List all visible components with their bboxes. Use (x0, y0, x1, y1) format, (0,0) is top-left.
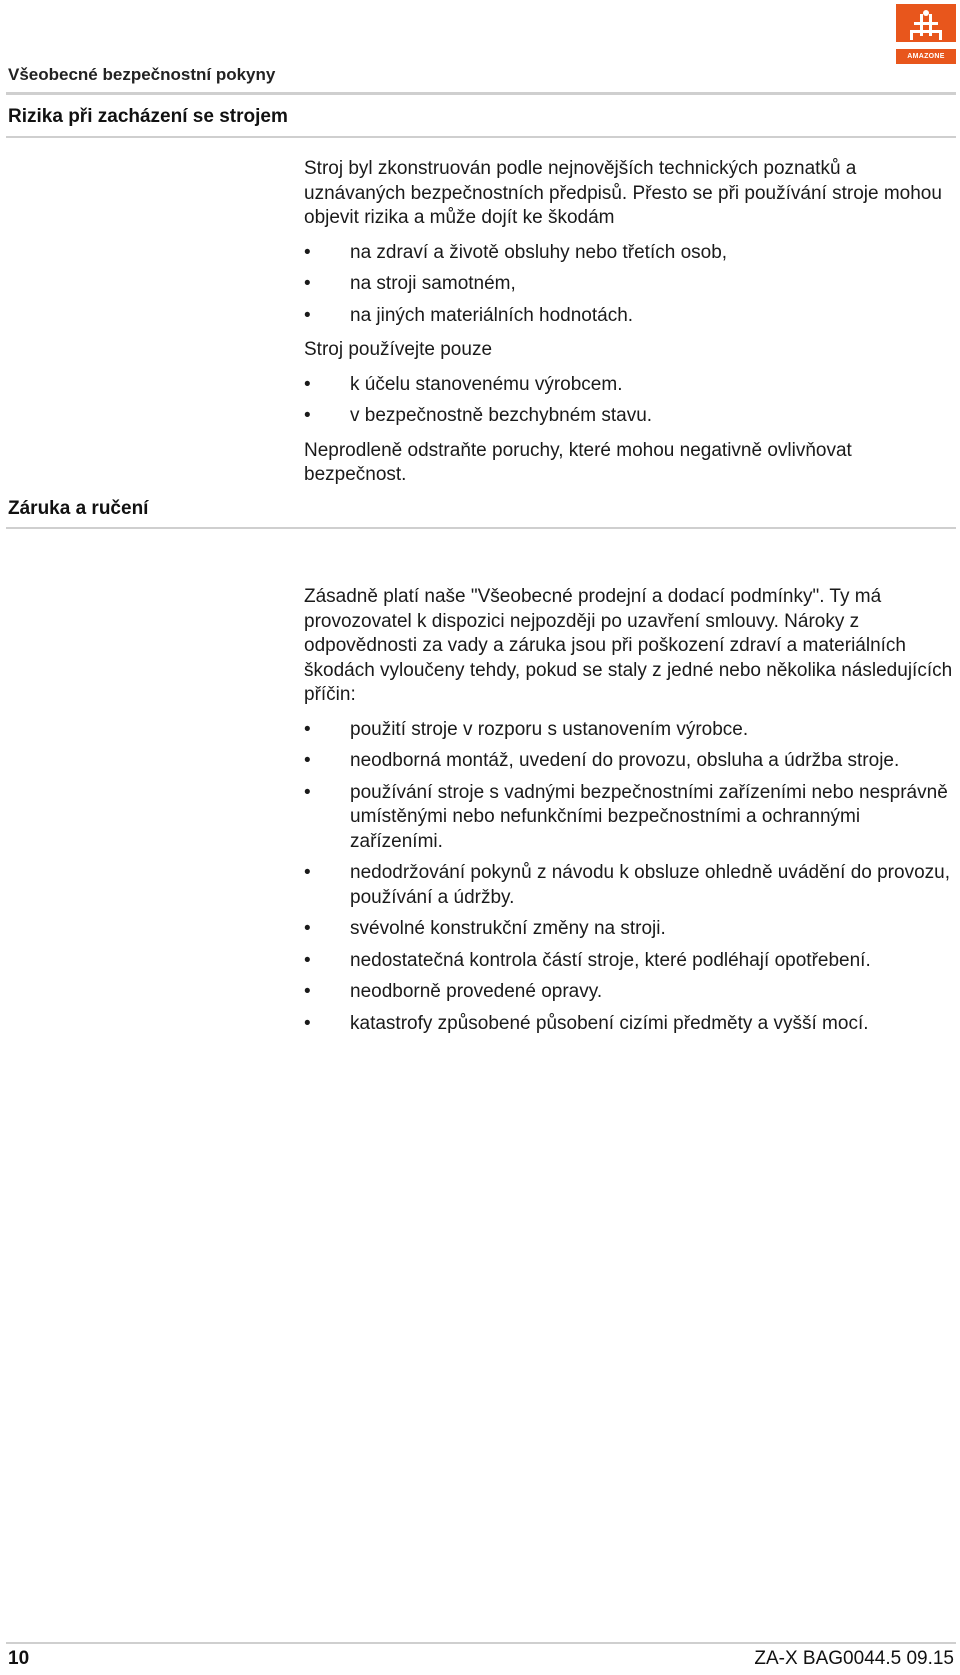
section-body-warranty (304, 585, 956, 1046)
risks-list (304, 241, 956, 329)
risks-intro: Stroj byl zkonstruován podle nejnovějších technických poznatků a uznávaných bezpečnostních předpisů. Přesto se při používání stroje mohou objevit rizika a může dojít ke škodám (304, 158, 942, 228)
list-item: • na jiných materiálních hodnotách. (304, 304, 956, 329)
list-item: • v bezpečnostně bezchybném stavu. (304, 404, 956, 429)
section-heading-risks: Rizika při zacházení se strojem (8, 106, 288, 127)
section-body-risks (304, 157, 956, 498)
section-rule-warranty (6, 527, 956, 529)
list-item: • katastrofy způsobené působení cizími předměty a vyšší mocí. (304, 1012, 956, 1037)
list-item: • nedodržování pokynů z návodu k obsluze ohledně uvádění do provozu, používání a údržby. (304, 861, 956, 910)
logo-band (896, 42, 956, 49)
list-item: • používání stroje s vadnými bezpečnostními zařízeními nebo nesprávně umístěnými nebo nefunkčními bezpečnostními a ochrannými zařízeními. (304, 781, 956, 855)
list-item: • neodborně provedené opravy. (304, 980, 956, 1005)
section-heading-warranty: Záruka a ručení (8, 498, 149, 519)
use-list (304, 373, 956, 429)
list-item: • na stroji samotném, (304, 272, 956, 297)
use-intro: Stroj používejte pouze (304, 339, 493, 360)
amazone-logo (896, 4, 956, 64)
section-rule-risks (6, 136, 956, 138)
warranty-intro: Zásadně platí naše "Všeobecné prodejní a dodací podmínky". Ty má provozovatel k dispozici nejpozději po uzavření smlouvy. Nároky z odpovědnosti za vady a záruka jsou při poškození zdraví a materiálních škodách vyloučeny tehdy, pokud se staly z jedné nebo několika následujících příčin: (304, 586, 953, 705)
footer-rule (6, 1642, 956, 1644)
list-item: • nedostatečná kontrola částí stroje, které podléhají opotřebení. (304, 949, 956, 974)
header-rule (6, 92, 956, 95)
page-number: 10 (8, 1648, 30, 1669)
logo-wordmark: AMAZONE (907, 53, 945, 60)
list-item: • k účelu stanovenému výrobcem. (304, 373, 956, 398)
list-item: • použití stroje v rozporu s ustanovením výrobce. (304, 718, 956, 743)
document-code: ZA-X BAG0044.5 09.15 (754, 1648, 954, 1669)
list-item: • na zdraví a životě obsluhy nebo třetích osob, (304, 241, 956, 266)
amazone-emblem-icon (904, 8, 948, 42)
list-item: • svévolné konstrukční změny na stroji. (304, 917, 956, 942)
page-header-title: Všeobecné bezpečnostní pokyny (8, 65, 276, 84)
causes-list (304, 718, 956, 1037)
risks-closing: Neprodleně odstraňte poruchy, které mohou negativně ovlivňovat bezpečnost. (304, 439, 852, 485)
list-item: • neodborná montáž, uvedení do provozu, obsluha a údržba stroje. (304, 749, 956, 774)
